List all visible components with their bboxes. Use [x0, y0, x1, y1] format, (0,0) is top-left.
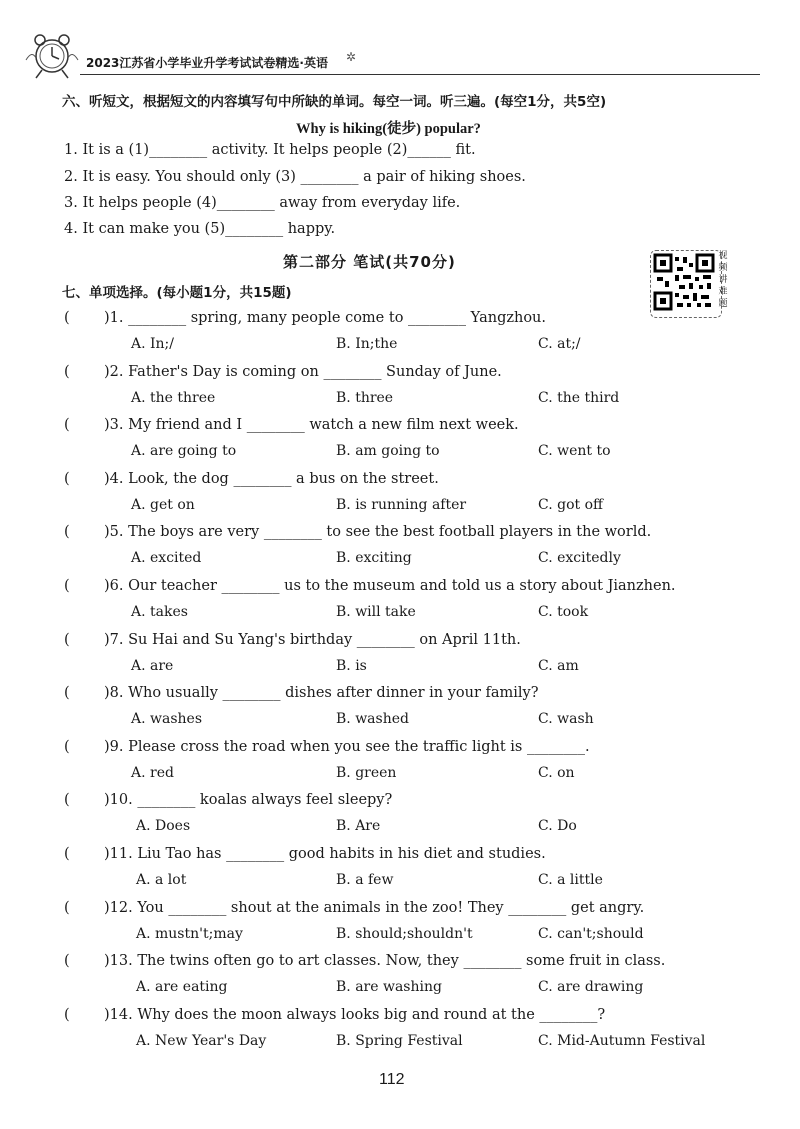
option-c: C. are drawing — [538, 979, 644, 996]
qr-code-icon — [653, 253, 715, 311]
question-stem: )13. The twins often go to art classes. Now, they ________ some fruit in class. — [104, 953, 666, 970]
passage-subtitle: Why is hiking(徒步) popular? — [296, 121, 481, 137]
option-b: B. should;shouldn't — [336, 925, 473, 942]
option-c: C. took — [538, 604, 589, 620]
option-a: A. are — [131, 657, 174, 674]
option-c: C. wash — [538, 711, 594, 728]
qr-code[interactable] — [650, 250, 722, 318]
option-c: C. am — [538, 657, 579, 674]
option-a: A. excited — [131, 550, 202, 567]
option-a: A. mustn't;may — [136, 925, 243, 942]
option-b: B. is running after — [336, 496, 467, 513]
option-a: A. takes — [131, 604, 188, 620]
sparkle-icon: ✲ — [346, 50, 357, 64]
option-c: C. Do — [538, 818, 577, 835]
option-b: B. is — [336, 657, 367, 674]
question-stem: )1. ________ spring, many people come to ________ Yangzhou. — [104, 310, 547, 326]
answer-paren: ( — [64, 631, 70, 648]
answer-paren: ( — [64, 738, 70, 755]
answer-paren: ( — [64, 899, 70, 916]
header-divider — [80, 74, 760, 75]
option-b: B. are washing — [336, 979, 442, 996]
option-c: C. Mid-Autumn Festival — [538, 1032, 706, 1049]
answer-paren: ( — [64, 685, 70, 702]
page-number: 112 — [379, 1071, 405, 1088]
passage-line-1: 1. It is a (1)________ activity. It helps people (2)______ fit. — [64, 142, 476, 158]
passage-line-3: 3. It helps people (4)________ away from everyday life. — [64, 195, 461, 211]
question-stem: )11. Liu Tao has ________ good habits in his diet and studies. — [104, 846, 546, 862]
question-stem: )10. ________ koalas always feel sleepy? — [104, 792, 393, 809]
option-b: B. In;the — [336, 336, 398, 352]
option-a: A. are going to — [131, 443, 237, 460]
option-c: C. at;/ — [538, 336, 581, 352]
answer-paren: ( — [64, 310, 70, 326]
option-b: B. a few — [336, 872, 394, 888]
answer-paren: ( — [64, 470, 70, 487]
option-b: B. Spring Festival — [336, 1032, 463, 1049]
option-a: A. the three — [131, 389, 216, 406]
answer-paren: ( — [64, 846, 70, 862]
option-c: C. excitedly — [538, 550, 621, 567]
option-c: C. can't;should — [538, 925, 644, 942]
answer-paren: ( — [64, 792, 70, 809]
option-b: B. three — [336, 389, 394, 406]
alarm-clock-icon — [22, 30, 82, 80]
option-c: C. went to — [538, 443, 611, 460]
option-b: B. green — [336, 764, 397, 781]
question-stem: )6. Our teacher ________ us to the museum and told us a story about Jianzhen. — [104, 578, 676, 594]
question-stem: )9. Please cross the road when you see the traffic light is ________. — [104, 738, 590, 755]
question-stem: )2. Father's Day is coming on ________ Sunday of June. — [104, 363, 502, 380]
option-a: A. a lot — [136, 872, 187, 888]
option-a: A. are eating — [136, 979, 228, 996]
passage-line-4: 4. It can make you (5)________ happy. — [64, 221, 336, 237]
section6-title: 六、听短文，根据短文的内容填写句中所缺的单词。每空一词。听三遍。(每空1分，共5空) — [62, 94, 607, 110]
passage-line-2: 2. It is easy. You should only (3) ________ a pair of hiking shoes. — [64, 169, 526, 185]
question-stem: )7. Su Hai and Su Yang's birthday ________ on April 11th. — [104, 631, 521, 648]
answer-paren: ( — [64, 417, 70, 434]
answer-paren: ( — [64, 578, 70, 594]
option-a: A. In;/ — [131, 336, 174, 352]
option-b: B. am going to — [336, 443, 440, 460]
qr-label: 视频讲难题 — [718, 251, 728, 309]
question-stem: )8. Who usually ________ dishes after dinner in your family? — [104, 685, 539, 702]
question-stem: )3. My friend and I ________ watch a new film next week. — [104, 417, 519, 434]
option-a: A. red — [131, 764, 174, 781]
header-title: 2023江苏省小学毕业升学考试试卷精选·英语 — [86, 56, 328, 70]
option-c: C. the third — [538, 389, 620, 406]
question-stem: )14. Why does the moon always looks big and round at the ________? — [104, 1006, 606, 1023]
answer-paren: ( — [64, 363, 70, 380]
section7-title: 七、单项选择。(每小题1分，共15题) — [62, 285, 292, 301]
answer-paren: ( — [64, 524, 70, 541]
answer-paren: ( — [64, 1006, 70, 1023]
option-b: B. will take — [336, 604, 416, 620]
option-a: A. get on — [131, 496, 195, 513]
answer-paren: ( — [64, 953, 70, 970]
option-a: A. New Year's Day — [136, 1032, 267, 1049]
option-c: C. a little — [538, 872, 603, 888]
option-a: A. Does — [136, 818, 191, 835]
option-a: A. washes — [131, 711, 203, 728]
question-stem: )4. Look, the dog ________ a bus on the street. — [104, 470, 439, 487]
part2-title: 第二部分 笔试(共70分) — [283, 253, 456, 271]
option-b: B. Are — [336, 818, 381, 835]
option-b: B. washed — [336, 711, 409, 728]
option-c: C. got off — [538, 496, 603, 513]
option-b: B. exciting — [336, 550, 412, 567]
question-stem: )5. The boys are very ________ to see the best football players in the world. — [104, 524, 652, 541]
option-c: C. on — [538, 764, 575, 781]
question-stem: )12. You ________ shout at the animals in the zoo! They ________ get angry. — [104, 899, 645, 916]
